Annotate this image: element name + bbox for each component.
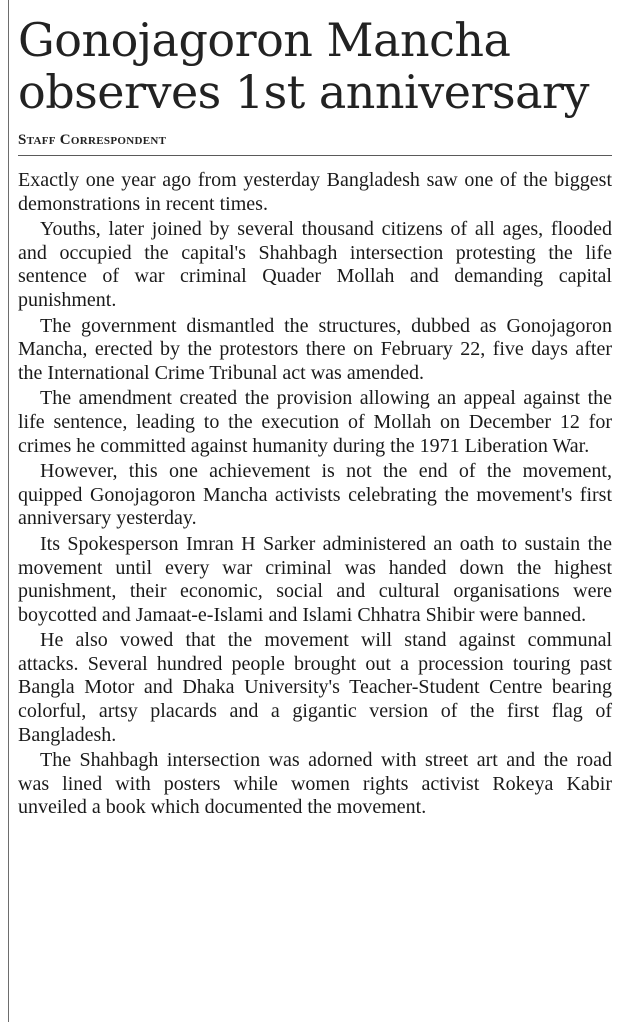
article-body	[18, 169, 612, 820]
paragraph-6: Its Spokesperson Imran H Sarker administered an oath to sustain the movement until every war criminal was handed down the highest punishment, their economic, social and cultural organisations were boycotted and Jamaat-e-Islami and Islami Chhatra Shibir were banned.	[18, 532, 612, 626]
paragraph-7: He also vowed that the movement will stand against communal attacks. Several hundred people brought out a procession touring past Bangla Motor and Dhaka University's Teacher-Student Centre bearing colorful, artsy placards and a gigantic version of the first flag of Bangladesh.	[18, 629, 612, 746]
headline-line-1: Gonojagoron Mancha	[18, 13, 511, 67]
paragraph-3: The government dismantled the structures, dubbed as Gonojagoron Mancha, erected by the protestors there on February 22, five days after the International Crime Tribunal act was amended.	[18, 314, 612, 384]
paragraph-4: The amendment created the provision allowing an appeal against the life sentence, leading to the execution of Mollah on December 12 for crimes he committed against humanity during the 1971 Liberation War.	[18, 387, 612, 457]
headline	[18, 14, 612, 118]
headline-line-2: observes 1st anniversary	[18, 65, 589, 119]
paragraph-8: The Shahbagh intersection was adorned with street art and the road was lined with posters while women rights activist Rokeya Kabir unveiled a book which documented the movement.	[18, 749, 612, 819]
paragraph-2: Youths, later joined by several thousand citizens of all ages, flooded and occupied the capital's Shahbagh intersection protesting the life sentence of war criminal Quader Mollah and demanding capital punishment.	[18, 218, 612, 311]
paragraph-1: Exactly one year ago from yesterday Bangladesh saw one of the biggest demonstrations in recent times.	[18, 169, 612, 215]
news-article	[18, 14, 612, 822]
paragraph-5: However, this one achievement is not the end of the movement, quipped Gonojagoron Mancha activists celebrating the movement's first anniversary yesterday.	[18, 460, 612, 530]
byline: Staff Correspondent	[18, 132, 167, 148]
column-rule	[8, 0, 9, 1022]
byline-divider	[18, 155, 612, 156]
